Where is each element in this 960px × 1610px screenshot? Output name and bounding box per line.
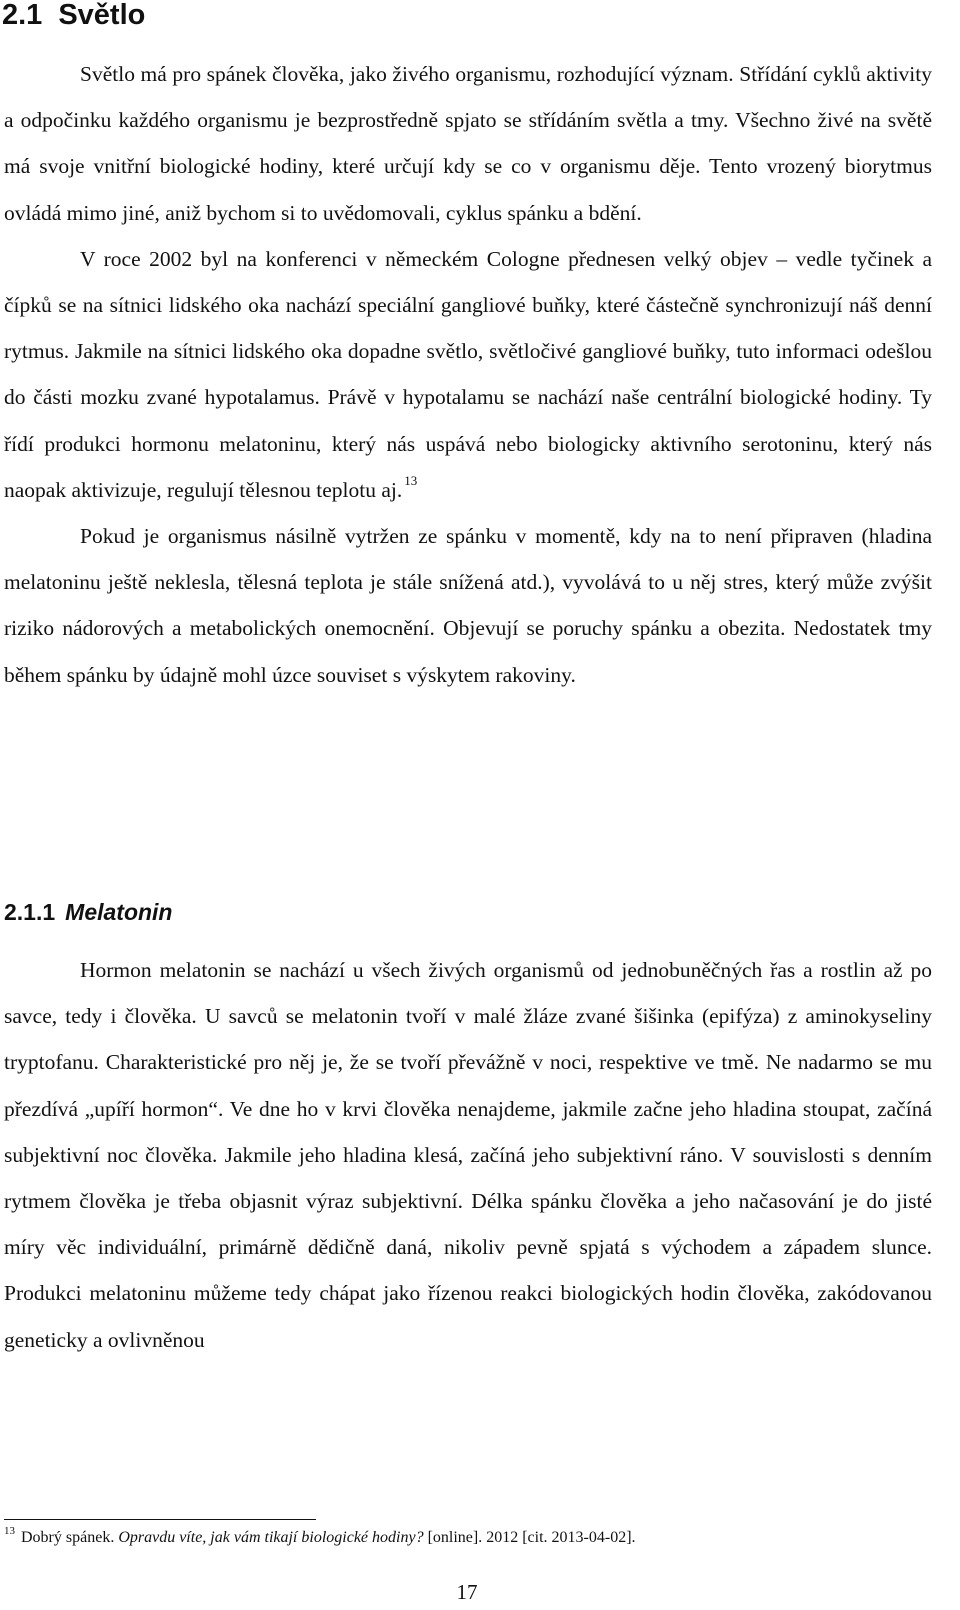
section-title: Světlo — [58, 0, 146, 31]
section-number: 2.1 — [2, 0, 43, 31]
footnote-reference[interactable]: 13 — [404, 472, 418, 488]
footnote-number: 13 — [4, 1525, 15, 1537]
page-number: 17 — [456, 1580, 478, 1604]
section-heading — [2, 0, 145, 30]
paragraph-text: V roce 2002 byl na konferenci v německém Cologne přednesen velký objev – vedle tyčinek a čípků se na sítnici lidského oka nachází speciální gangliové buňky, které částečně synchronizují náš denní rytmus. Jakmile na sítnici lidského oka dopadne světlo, světločivé gangliové buňky, tuto informaci odešlou do části mozku zvané hypotalamus. Právě v hypotalamu se nachází naše centrální biologické hodiny. Ty řídí produkci hormonu melatoninu, který nás uspává nebo biologicky aktivního serotoninu, který nás naopak aktivizuje, regulují tělesnou teplotu aj. — [4, 246, 932, 502]
footnote-divider — [4, 1519, 316, 1520]
footnote-title: Opravdu víte, jak vám tikají biologické hodiny? — [118, 1529, 424, 1546]
subsection-title: Melatonin — [65, 899, 173, 925]
subsection-body — [4, 947, 932, 1363]
subsection-number: 2.1.1 — [4, 899, 56, 925]
paragraph — [4, 236, 932, 513]
footnote — [4, 1527, 934, 1549]
footnote-details: [online]. 2012 [cit. 2013-04-02]. — [427, 1529, 636, 1546]
paragraph: Světlo má pro spánek člověka, jako živého organismu, rozhodující význam. Střídání cyklů aktivity a odpočinku každého organismu je bezprostředně spjato se střídáním světla a tmy. Všechno živé na světě má svoje vnitřní biologické hodiny, které určují kdy se co v organismu děje. Tento vrozený biorytmus ovládá mimo jiné, aniž bychom si to uvědomovali, cyklus spánku a bdění. — [4, 62, 932, 225]
paragraph: Pokud je organismus násilně vytržen ze spánku v momentě, kdy na to není připraven (hladina melatoninu ještě neklesla, tělesná teplota je stále snížená atd.), vyvolává to u něj stres, který může zvýšit riziko nádorových a metabolických onemocnění. Objevují se poruchy spánku a obezita. Nedostatek tmy během spánku by údajně mohl úzce souviset s výskytem rakoviny. — [4, 524, 932, 687]
footnote-author: Dobrý spánek. — [21, 1529, 115, 1546]
section-body — [4, 51, 932, 698]
subsection-heading — [4, 897, 173, 927]
paragraph: Hormon melatonin se nachází u všech živých organismů od jednobuněčných řas a rostlin až po savce, tedy i člověka. U savců se melatonin tvoří v malé žláze zvané šišinka (epifýza) z aminokyseliny tryptofanu. Charakteristické pro něj je, že se tvoří převážně v noci, respektive ve tmě. Ne nadarmo se mu přezdívá „upíří hormon“. Ve dne ho v krvi člověka nenajdeme, jakmile začne jeho hladina stoupat, začíná subjektivní noc člověka. Jakmile jeho hladina klesá, začíná jeho subjektivní ráno. V souvislosti s denním rytmem člověka je třeba objasnit výraz subjektivní. Délka spánku člověka a jeho načasování je do jisté míry věc individuální, primárně dědičně daná, nikoliv pevně spjatá s východem a západem slunce. Produkci melatoninu můžeme tedy chápat jako řízenou reakci biologických hodin člověka, zakódovanou geneticky a ovlivněnou — [4, 958, 932, 1352]
